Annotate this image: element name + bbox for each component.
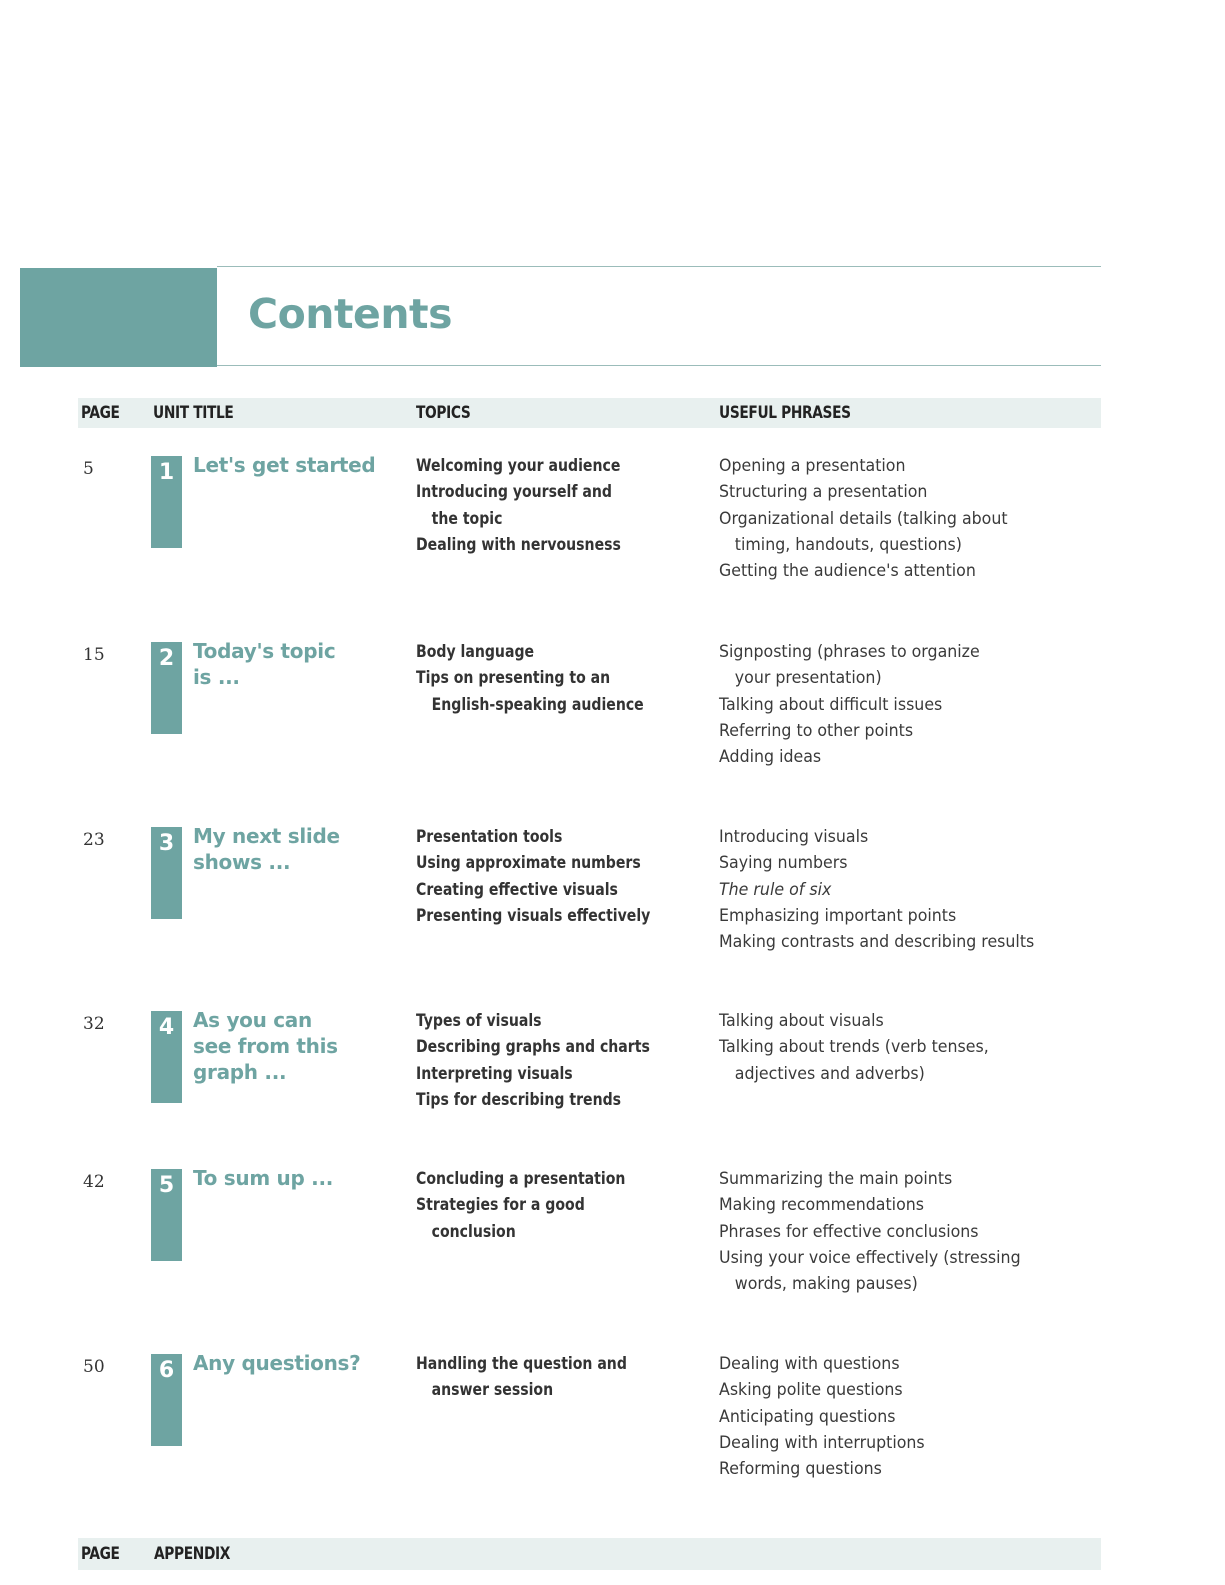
unit-page-number: 42 xyxy=(83,1172,105,1192)
header-topics: TOPICS xyxy=(416,403,471,423)
appendix-header-page: PAGE xyxy=(81,1544,120,1564)
unit-page-number: 15 xyxy=(83,645,105,665)
unit-useful-phrases xyxy=(719,824,1099,955)
unit-number-badge: 2 xyxy=(158,646,175,671)
phrase-line: Dealing with interruptions xyxy=(719,1432,925,1453)
topic-line: Concluding a presentation xyxy=(416,1169,626,1189)
topic-line: Tips for describing trends xyxy=(416,1089,622,1110)
unit-useful-phrases xyxy=(719,639,1099,770)
topic-line: Creating effective visuals xyxy=(416,879,618,900)
phrase-line: Getting the audience's attention xyxy=(719,561,976,582)
phrase-line: Talking about trends (verb tenses, xyxy=(719,1037,989,1058)
phrase-line: Dealing with questions xyxy=(719,1354,900,1374)
header-page: PAGE xyxy=(81,403,120,423)
topic-line: Dealing with nervousness xyxy=(416,534,621,555)
unit-number-badge: 5 xyxy=(158,1173,175,1198)
phrase-line: Making contrasts and describing results xyxy=(719,932,1035,953)
appendix-header-title: APPENDIX xyxy=(154,1544,231,1564)
topic-line: Introducing yourself and xyxy=(416,482,612,503)
unit-title xyxy=(193,823,403,875)
unit-title-line: see from this xyxy=(193,1034,338,1058)
topic-line: Handling the question and xyxy=(416,1354,627,1374)
phrase-line: your presentation) xyxy=(734,668,882,689)
unit-title-line: shows ... xyxy=(193,850,291,874)
unit-title xyxy=(193,452,403,478)
topic-line: Describing graphs and charts xyxy=(416,1037,650,1058)
unit-topics xyxy=(416,1166,706,1245)
header-unit-title: UNIT TITLE xyxy=(153,403,234,423)
phrase-line: adjectives and adverbs) xyxy=(734,1063,925,1084)
topic-line: Strategies for a good xyxy=(416,1195,585,1216)
unit-topics xyxy=(416,639,706,718)
unit-useful-phrases xyxy=(719,1166,1099,1297)
unit-topics xyxy=(416,824,706,929)
unit-page-number: 50 xyxy=(83,1357,105,1377)
unit-number-badge: 4 xyxy=(158,1015,175,1040)
unit-title-line: My next slide xyxy=(193,824,340,848)
phrase-line: Talking about difficult issues xyxy=(719,694,943,715)
unit-page-number: 5 xyxy=(83,459,94,479)
phrase-line: Phrases for effective conclusions xyxy=(719,1221,979,1242)
topic-line: Welcoming your audience xyxy=(416,456,621,476)
phrase-line: Asking polite questions xyxy=(719,1380,903,1401)
phrase-line: timing, handouts, questions) xyxy=(734,534,962,555)
phrase-line: Making recommendations xyxy=(719,1195,925,1216)
topic-line: English-speaking audience xyxy=(431,694,644,715)
topic-line: Body language xyxy=(416,642,535,662)
unit-page-number: 32 xyxy=(83,1014,105,1034)
unit-number-badge: 6 xyxy=(158,1358,175,1383)
page-title: Contents xyxy=(248,290,453,338)
unit-title-line: Let's get started xyxy=(193,453,376,477)
topic-line: the topic xyxy=(431,508,503,529)
unit-title xyxy=(193,1007,403,1085)
phrase-line: Opening a presentation xyxy=(719,456,906,476)
unit-title xyxy=(193,1350,403,1376)
title-rule-top xyxy=(217,266,1101,267)
topic-line: Presentation tools xyxy=(416,827,563,847)
phrase-line: Signposting (phrases to organize xyxy=(719,642,980,662)
phrase-line: Saying numbers xyxy=(719,853,848,874)
title-band xyxy=(20,268,217,367)
phrase-line: Adding ideas xyxy=(719,747,822,768)
unit-title-line: As you can xyxy=(193,1008,312,1032)
unit-topics xyxy=(416,453,706,558)
phrase-line: Using your voice effectively (stressing xyxy=(719,1247,1021,1268)
phrase-line: Referring to other points xyxy=(719,720,914,741)
topic-line: Types of visuals xyxy=(416,1011,542,1031)
phrase-line: Structuring a presentation xyxy=(719,482,928,503)
title-rule-bottom xyxy=(217,365,1101,366)
unit-title xyxy=(193,1165,403,1191)
phrase-line: The rule of six xyxy=(719,879,832,900)
phrase-line: Talking about visuals xyxy=(719,1011,884,1031)
unit-useful-phrases xyxy=(719,453,1099,584)
topic-line: conclusion xyxy=(431,1221,516,1242)
unit-title-line: Today's topic xyxy=(193,639,336,663)
unit-number-badge: 1 xyxy=(158,460,175,485)
unit-title-line: is ... xyxy=(193,665,240,689)
phrase-line: words, making pauses) xyxy=(734,1274,918,1295)
phrase-line: Anticipating questions xyxy=(719,1406,896,1427)
unit-page-number: 23 xyxy=(83,830,105,850)
unit-title-line: graph ... xyxy=(193,1060,287,1084)
header-useful-phrases: USEFUL PHRASES xyxy=(719,403,851,423)
unit-title-line: Any questions? xyxy=(193,1351,361,1375)
phrase-line: Introducing visuals xyxy=(719,827,869,847)
topic-line: Presenting visuals effectively xyxy=(416,905,651,926)
unit-number-badge: 3 xyxy=(158,831,175,856)
unit-useful-phrases xyxy=(719,1008,1099,1087)
unit-useful-phrases xyxy=(719,1351,1099,1482)
topic-line: answer session xyxy=(431,1380,554,1401)
topic-line: Interpreting visuals xyxy=(416,1063,573,1084)
phrase-line: Organizational details (talking about xyxy=(719,508,1008,529)
unit-topics xyxy=(416,1008,706,1113)
phrase-line: Emphasizing important points xyxy=(719,905,957,926)
unit-topics xyxy=(416,1351,706,1404)
topic-line: Tips on presenting to an xyxy=(416,668,611,689)
appendix-header-strip xyxy=(78,1538,1101,1570)
topic-line: Using approximate numbers xyxy=(416,853,641,874)
phrase-line: Summarizing the main points xyxy=(719,1169,953,1189)
unit-title-line: To sum up ... xyxy=(193,1166,334,1190)
phrase-line: Reforming questions xyxy=(719,1459,882,1480)
unit-title xyxy=(193,638,403,690)
